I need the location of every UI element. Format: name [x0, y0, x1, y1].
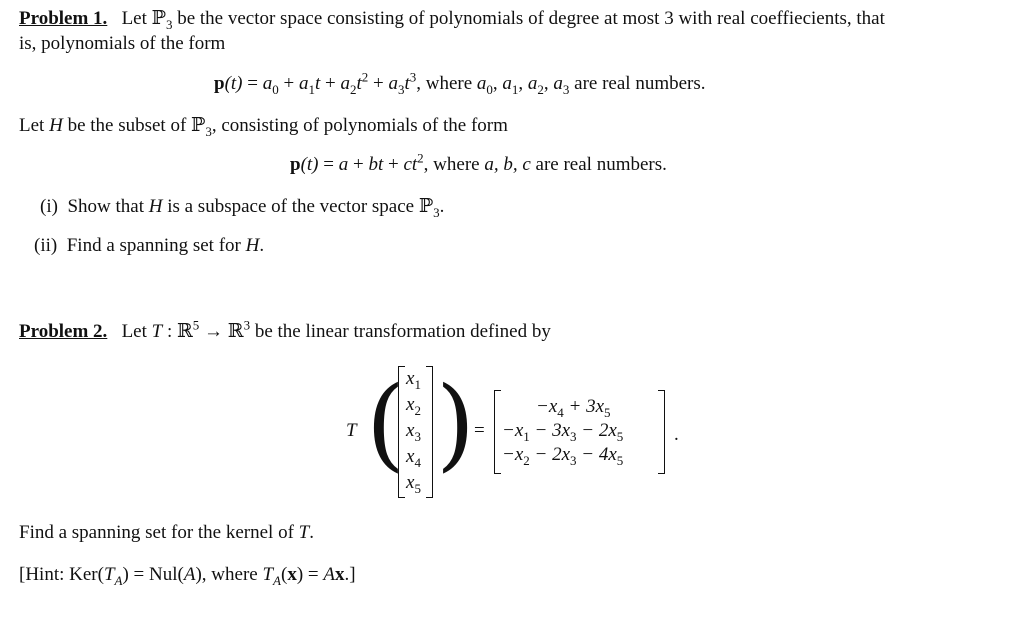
res-row-1: $-x_4 + 3x_5$: [536, 396, 611, 420]
vec-x3: $x_3$: [406, 420, 421, 444]
transformation-equation: [336, 362, 696, 502]
vec-x2: $x_2$: [406, 394, 421, 418]
problem1-formula2: p(t) = a + bt + $ct^2$, where a, b, c are real numbers.: [290, 150, 667, 175]
res-bracket-right: [658, 390, 665, 474]
problem1-intro-line1: Problem 1. Let ℙ$_3$ be the vector space consisting of polynomials of degree at most 3 with real coeffiecients, that: [19, 7, 885, 32]
res-bracket-left: [494, 390, 501, 474]
problem1-intro-line2: is, polynomials of the form: [19, 33, 226, 54]
vec-bracket-right: [426, 366, 433, 498]
vec-x4: $x_4$: [406, 446, 421, 470]
problem2-heading: Problem 2.: [19, 321, 108, 342]
T-symbol: T: [346, 420, 357, 441]
period: .: [674, 424, 679, 445]
res-row-2: $-x_1 - 3x_3 - 2x_5$: [502, 420, 624, 444]
vec-x1: $x_1$: [406, 368, 421, 392]
problem1-item-i: (i) Show that H is a subspace of the vector space ℙ$_3$.: [40, 195, 445, 220]
equals-sign: =: [474, 420, 485, 441]
left-paren: (: [366, 365, 406, 482]
vec-bracket-left: [398, 366, 405, 498]
problem2-intro: Problem 2. Let T : ℝ$^5$ → ℝ$^3$ be the linear transformation defined by: [19, 317, 551, 342]
right-paren: ): [436, 365, 476, 482]
problem1-let-H: Let H be the subset of ℙ$_3$, consisting of polynomials of the form: [19, 114, 508, 139]
problem2-hint: [Hint: $Ker(T_A) = Nul(A)$, where $T_A(x) = Ax$.]: [19, 564, 356, 588]
problem1-heading: Problem 1.: [19, 8, 108, 29]
vec-x5: $x_5$: [406, 472, 421, 496]
problem1-formula1: $p(t) = a_0 + a_1t + a_2t^2 + a_3t^3$, where $a_0$, $a_1$, $a_2$, $a_3$ are real numbers.: [214, 69, 706, 97]
problem2-find: Find a spanning set for the kernel of T.: [19, 522, 314, 543]
res-row-3: $-x_2 - 2x_3 - 4x_5$: [502, 444, 624, 468]
problem1-item-ii: (ii) Find a spanning set for H.: [34, 235, 265, 256]
